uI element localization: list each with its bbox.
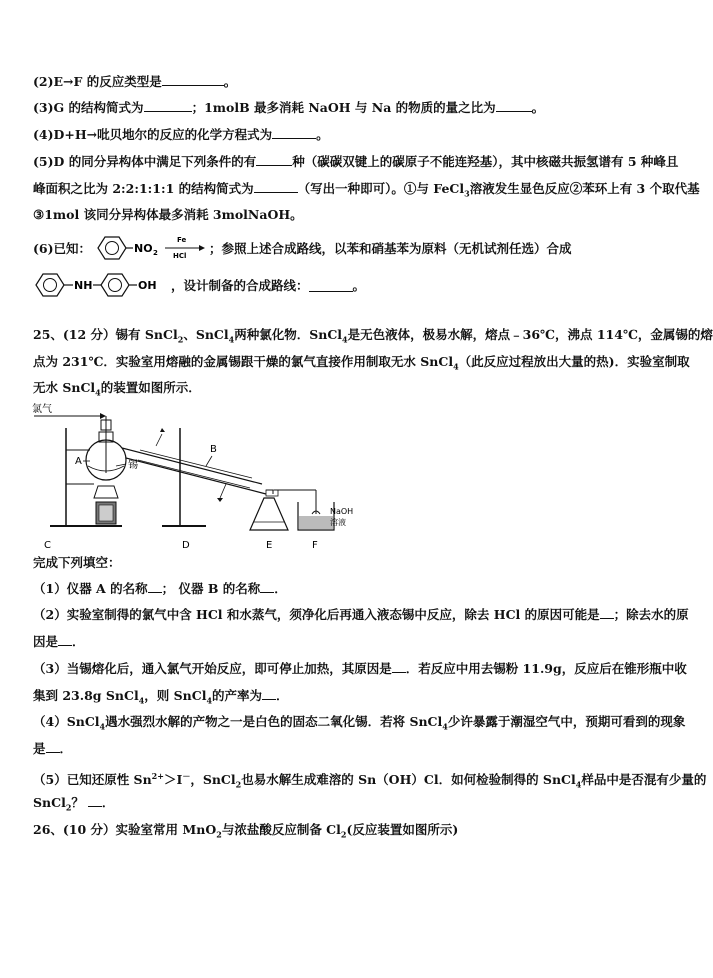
svg-text:2: 2 <box>153 249 158 257</box>
q25-sub3-line1: （3）当锡熔化后，通入氯气开始反应，即可停止加热，其原因是 ．若反应中用去锡粉 11.9g，反应后在锥形瓶中收 <box>33 661 687 676</box>
answer-blank[interactable] <box>256 153 292 166</box>
answer-blank[interactable] <box>254 180 298 193</box>
q24-part5-line3: ③1mol 该同分异构体最多消耗 3molNaOH。 <box>33 207 303 222</box>
tin-label: 锡 <box>128 460 138 471</box>
fill-instructions: 完成下列填空： <box>33 555 121 570</box>
answer-blank[interactable] <box>272 126 316 139</box>
answer-blank[interactable] <box>144 99 192 112</box>
answer-blank[interactable] <box>496 99 532 112</box>
q25-sub4-line2: 是 ． <box>33 741 73 756</box>
q25-intro-line3: 无水 SnCl$_4$的装置如图所示． <box>33 380 201 398</box>
answer-blank[interactable] <box>600 606 614 619</box>
answer-blank[interactable] <box>88 794 102 807</box>
answer-blank[interactable] <box>260 580 274 593</box>
q26-intro: 26、(10 分）实验室常用 MnO$_2$与浓盐酸反应制备 $Cl_2$(反应装置如图所示) <box>33 822 459 840</box>
answer-blank[interactable] <box>309 279 353 292</box>
q24-part6-line1: (6)已知： NO 2 Fe HCl ；参照上述合成路线，以苯和硝基苯为原料（无机试剂任选）合成 <box>33 233 572 263</box>
apparatus-diagram <box>30 398 370 550</box>
q25-sub2-line2: 因是 ． <box>33 634 85 649</box>
q25-sub5-line1: （5）已知还原性 $Sn^{2+}>I^-$，SnCl$_2$也易水解生成难溶的 Sn（OH）Cl．如何检验制得的 SnCl$_4$样品中是否混有少量的 <box>33 771 707 790</box>
chlorine-label: 氯气 <box>32 404 52 415</box>
solution-label: 溶液 <box>330 518 346 527</box>
label-b: B <box>210 444 217 455</box>
q24-part6-line2: NH OH ，设计制备的合成路线： 。 <box>33 270 365 300</box>
label-a: A <box>75 456 82 467</box>
q24-part5-line1: (5)D 的同分异构体中满足下列条件的有 种（碳碳双键上的碳原子不能连羟基），其中核磁共振氢谱有 5 种峰且 <box>33 154 679 169</box>
naoh-label: NaOH <box>330 507 354 516</box>
q25-sub1: （1）仪器 A 的名称 ； 仪器 B 的名称 ． <box>33 581 287 596</box>
q25-sub5-line2: SnCl$_2$？ ． <box>33 795 115 813</box>
label-c: C <box>44 540 51 551</box>
q25-sub3-line2: 集到 23.8g SnCl$_4$，则 SnCl$_4$的产率为 ． <box>33 688 289 706</box>
q25-intro-line2: 点为 231℃．实验室用熔融的金属锡跟干燥的氯气直接作用制取无水 SnCl$_4$（此反应过程放出大量的热)．实验室制取 <box>33 354 690 372</box>
reagent-hcl: HCl <box>173 252 187 260</box>
q25-sub2-line1: （2）实验室制得的氯气中含 HCl 和水蒸气，须净化后再通入液态锡中反应，除去 HCl 的原因可能是 ；除去水的原 <box>33 607 689 622</box>
q25-intro-line1: 25、(12 分）锡有 SnCl$_2$、SnCl$_4$两种氯化物．SnCl$_4$是无色液体，极易水解，熔点﹣36℃，沸点 114℃，金属锡的熔 <box>33 327 713 345</box>
q24-part4: (4)D+H→吡贝地尔的反应的化学方程式为 。 <box>33 127 329 142</box>
oh-label: OH <box>138 279 157 292</box>
nitrobenzene-reaction-diagram <box>91 233 209 263</box>
q24-part5-line2: 峰面积之比为 2:2:1:1:1 的结构简式为 （写出一种即可）。①与 FeCl$_3$溶液发生显色反应②苯环上有 3 个取代基 <box>33 181 700 199</box>
target-molecule-diagram <box>33 270 171 300</box>
answer-blank[interactable] <box>58 633 72 646</box>
answer-blank[interactable] <box>262 687 276 700</box>
q24-part3: (3)G 的结构简式为 ；1molB 最多消耗 NaOH 与 Na 的物质的量之比为 。 <box>33 100 545 115</box>
nh-label: NH <box>74 279 93 292</box>
label-f: F <box>312 540 318 551</box>
label-d: D <box>182 540 190 551</box>
reagent-fe: Fe <box>177 236 187 244</box>
label-e: E <box>266 540 273 551</box>
answer-blank[interactable] <box>46 740 60 753</box>
q25-sub4-line1: （4）SnCl$_4$遇水强烈水解的产物之一是白色的固态二氧化锡．若将 SnCl$_4$少许暴露于潮湿空气中，预期可看到的现象 <box>33 714 686 732</box>
answer-blank[interactable] <box>392 660 406 673</box>
nitro-group-label: NO <box>134 242 153 255</box>
answer-blank[interactable] <box>148 580 162 593</box>
q24-part2: (2)E→F 的反应类型是 。 <box>33 74 237 89</box>
answer-blank[interactable] <box>162 73 224 86</box>
